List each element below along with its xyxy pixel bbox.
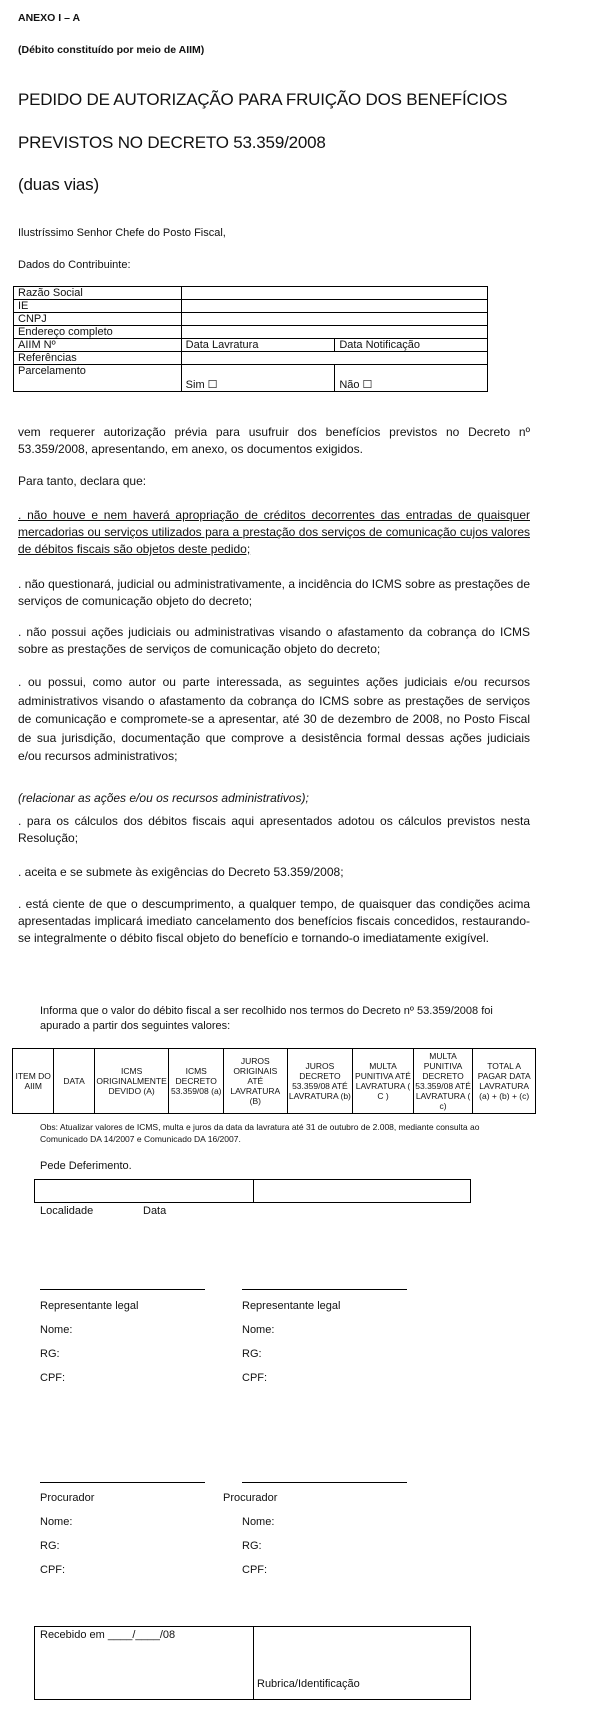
annex-label: ANEXO I – A (18, 12, 81, 24)
rep2-cpf: CPF: (242, 1372, 268, 1384)
col-total: TOTAL A PAGAR DATA LAVRATURA (a) + (b) + (c) (473, 1049, 536, 1114)
rep2-rg: RG: (242, 1348, 262, 1360)
declaration-calculations: . para os cálculos dos débitos fiscais aqui apresentados adotou os cálculos previstos nesta Resolução; (18, 814, 530, 845)
razao-field[interactable] (181, 287, 487, 300)
ie-label: IE (14, 300, 182, 313)
localidade-label: Localidade (40, 1205, 94, 1217)
page-title-line2: PREVISTOS NO DECRETO 53.359/2008 (18, 133, 326, 152)
obs-note: Obs: Atualizar valores de ICMS, multa e juros da data da lavratura até 31 de outubro de 2.008, mediante consulta ao Comunicado DA 14/2007 e Comunicado DA 16/2007. (40, 1122, 480, 1144)
recebido-label: Recebido em ____/____/08 (40, 1629, 176, 1641)
rubrica-label: Rubrica/Identificação (257, 1678, 360, 1690)
col-multa-decreto: MULTA PUNITIVA DECRETO 53.359/08 ATÉ LAVRATURA ( c) (413, 1049, 473, 1114)
proc1-cpf: CPF: (40, 1564, 66, 1576)
referencias-field[interactable] (181, 352, 487, 365)
signature-line-rep1 (40, 1289, 205, 1290)
rep1-rg: RG: (40, 1348, 60, 1360)
signature-line-proc2 (242, 1482, 407, 1483)
declaration-has-actions: . ou possui, como autor ou parte interessada, as seguintes ações judiciais e/ou recursos administrativos visando o afastamento da cobrança do ICMS sobre as prestações de serviços de comunicação e compromete-se a apresentar, até 30 de dezembro de 2008, no Posto Fiscal de sua jurisdição, documentação que comprove a desistência formal dessas ações judiciais e/ou recursos administrativos; (18, 675, 530, 763)
page-title-line3: (duas vias) (18, 175, 99, 194)
rep2-label: Representante legal (242, 1300, 341, 1312)
proc1-rg: RG: (40, 1540, 60, 1552)
sim-checkbox[interactable]: Sim ☐ (181, 365, 335, 392)
nao-checkbox[interactable]: Não ☐ (335, 365, 488, 392)
declaration-no-actions: . não possui ações judiciais ou administrativas visando o afastamento da cobrança do ICMS sobre as prestações de serviços de comunicação objeto do decreto; (18, 625, 530, 656)
proc2-nome: Nome: (242, 1516, 275, 1528)
proc1-nome: Nome: (40, 1516, 73, 1528)
proc2-label: Procurador (223, 1492, 278, 1504)
ie-field[interactable] (181, 300, 487, 313)
contrib-label: Dados do Contribuinte: (18, 259, 131, 271)
declaration-no-credits: . não houve e nem haverá apropriação de créditos decorrentes das entradas de quaisquer mercadorias ou serviços utilizados para a prestação dos serviços de comunicação cujos valores de débitos fiscais são objetos deste pedido; (18, 508, 530, 556)
endereco-label: Endereço completo (14, 326, 182, 339)
declaration-list-note: (relacionar as ações e/ou os recursos administrativos); (18, 791, 309, 805)
cnpj-label: CNPJ (14, 313, 182, 326)
endereco-field[interactable] (181, 326, 487, 339)
col-icms-original: ICMS ORIGINALMENTE DEVIDO (A) (94, 1049, 169, 1114)
aiim-label: AIIM Nº (14, 339, 182, 352)
pede-deferimento: Pede Deferimento. (40, 1160, 132, 1172)
col-icms-decreto: ICMS DECRETO 53.359/08 (a) (169, 1049, 224, 1114)
informa-paragraph: Informa que o valor do débito fiscal a ser recolhido nos termos do Decreto nº 53.359/2008 foi apurado a partir dos seguintes valores: (40, 1005, 493, 1032)
col-juros-originais: JUROS ORIGINAIS ATÉ LAVRATURA (B) (223, 1049, 287, 1114)
rep1-label: Representante legal (40, 1300, 139, 1312)
referencias-label: Referências (14, 352, 182, 365)
col-data: DATA (54, 1049, 94, 1114)
proc2-rg: RG: (242, 1540, 262, 1552)
proc2-cpf: CPF: (242, 1564, 268, 1576)
cnpj-field[interactable] (181, 313, 487, 326)
declaration-intro: Para tanto, declara que: (18, 474, 147, 488)
rep2-nome: Nome: (242, 1324, 275, 1336)
signature-line-proc1 (40, 1482, 205, 1483)
col-juros-decreto: JUROS DECRETO 53.359/08 ATÉ LAVRATURA (b) (287, 1049, 353, 1114)
data-box[interactable] (252, 1179, 471, 1203)
col-multa-punitiva: MULTA PUNITIVA ATÉ LAVRATURA ( C ) (353, 1049, 414, 1114)
parcelamento-label: Parcelamento (14, 365, 182, 392)
values-table (12, 1048, 536, 1114)
razao-label: Razão Social (14, 287, 182, 300)
localidade-box[interactable] (34, 1179, 254, 1203)
data-label: Data (143, 1205, 167, 1217)
declaration-aware: . está ciente de que o descumprimento, a qualquer tempo, de quaisquer das condições acima apresentadas implicará imediato cancelamento dos benefícios fiscais concedidos, restaurando-se integralmente o débito fiscal objeto do benefício e tornando-o imediatamente exigível. (18, 897, 530, 945)
annex-subtitle: (Débito constituído por meio de AIIM) (18, 44, 205, 56)
request-paragraph: vem requerer autorização prévia para usufruir dos benefícios previstos no Decreto nº 53.359/2008, apresentando, em anexo, os documentos exigidos. (18, 425, 530, 456)
signature-line-rep2 (242, 1289, 407, 1290)
rep1-nome: Nome: (40, 1324, 73, 1336)
rep1-cpf: CPF: (40, 1372, 66, 1384)
col-item-aiim: ITEM DO AIIM (13, 1049, 54, 1114)
salutation: Ilustríssimo Senhor Chefe do Posto Fiscal, (18, 227, 226, 239)
page-title-line1: PEDIDO DE AUTORIZAÇÃO PARA FRUIÇÃO DOS BENEFÍCIOS (18, 90, 508, 109)
data-notificacao-label: Data Notificação (335, 339, 488, 352)
contributor-table (13, 286, 488, 392)
proc1-label: Procurador (40, 1492, 95, 1504)
declaration-no-question: . não questionará, judicial ou administrativamente, a incidência do ICMS sobre as prestações de serviços de comunicação objeto do decreto; (18, 577, 530, 608)
data-lavratura-label: Data Lavratura (181, 339, 335, 352)
declaration-accepts: . aceita e se submete às exigências do Decreto 53.359/2008; (18, 865, 344, 879)
